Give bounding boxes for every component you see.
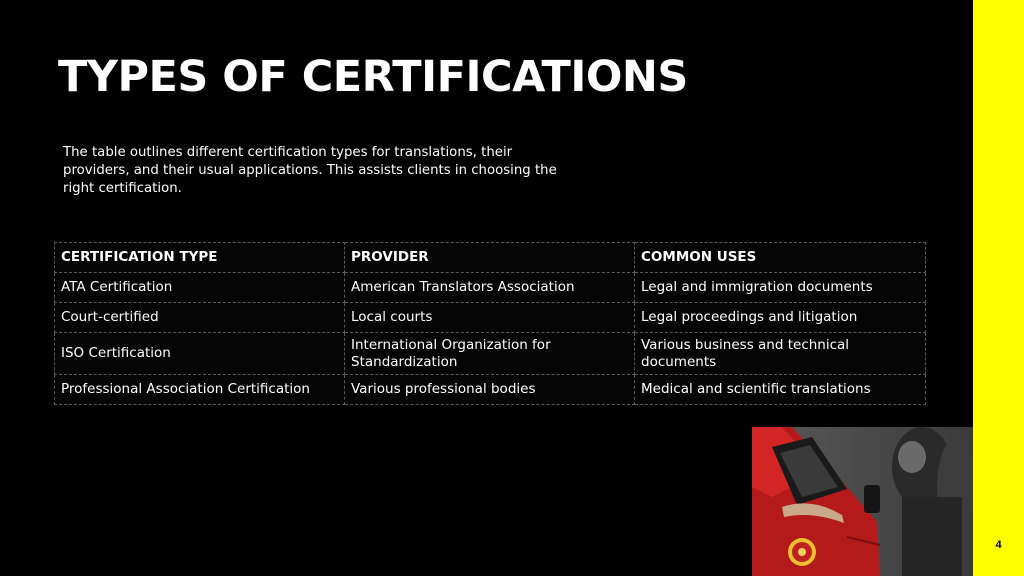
cell-provider: International Organization for Standardization <box>345 333 635 375</box>
cell-provider: Local courts <box>345 303 635 333</box>
cell-certification-type: ATA Certification <box>55 273 345 303</box>
cell-certification-type: Court-certified <box>55 303 345 333</box>
certification-table <box>54 242 926 405</box>
accent-bar <box>973 0 1024 576</box>
header-common-uses: COMMON USES <box>635 243 926 273</box>
cell-provider: Various professional bodies <box>345 375 635 405</box>
table-row <box>55 375 926 405</box>
cell-common-uses: Legal proceedings and litigation <box>635 303 926 333</box>
photo-illustration <box>752 427 973 576</box>
header-certification-type: CERTIFICATION TYPE <box>55 243 345 273</box>
table-row <box>55 303 926 333</box>
cell-certification-type: Professional Association Certification <box>55 375 345 405</box>
cell-common-uses: Legal and immigration documents <box>635 273 926 303</box>
page-number: 4 <box>995 539 1002 551</box>
intro-text: The table outlines different certification types for translations, their providers, and their usual applications. This assists clients in choosing the right certification. <box>63 145 557 196</box>
table-header-row <box>55 243 926 273</box>
cell-common-uses: Medical and scientific translations <box>635 375 926 405</box>
red-vehicle-photo <box>752 427 973 576</box>
cell-common-uses: Various business and technical documents <box>635 333 926 375</box>
cell-provider: American Translators Association <box>345 273 635 303</box>
table-row <box>55 333 926 375</box>
slide-title: TYPES OF CERTIFICATIONS <box>58 52 688 102</box>
table-row <box>55 273 926 303</box>
header-provider: PROVIDER <box>345 243 635 273</box>
cell-certification-type: ISO Certification <box>55 333 345 375</box>
